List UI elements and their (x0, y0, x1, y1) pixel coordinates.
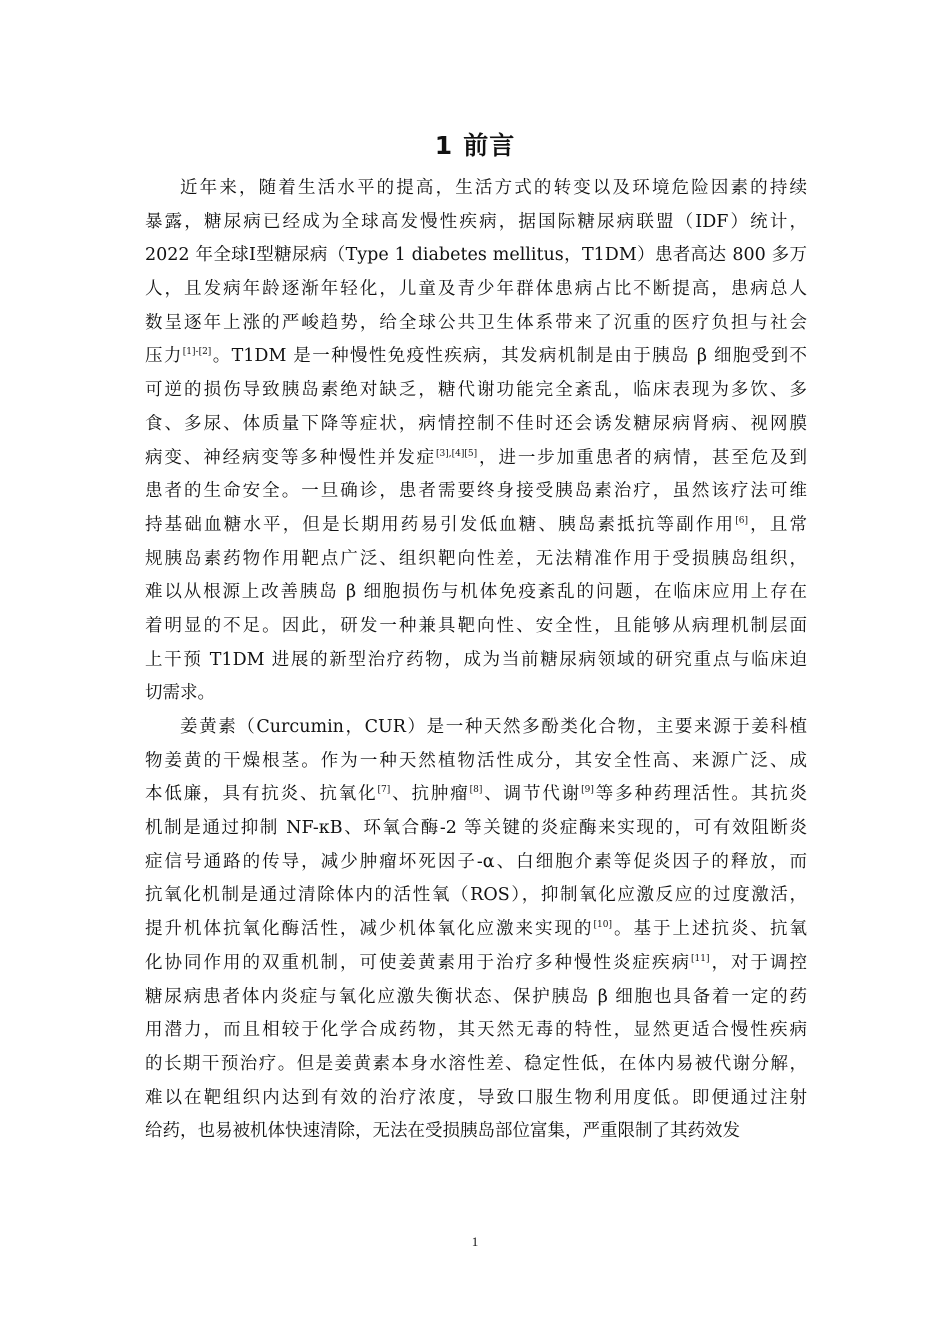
text-line (145, 273, 807, 307)
body-text (145, 172, 807, 1149)
text-run: 难以在靶组织内达到有效的治疗浓度，导致口服生物利用度低。即便通过注射 (145, 1087, 807, 1108)
text-line (145, 846, 807, 880)
citation-ref: [3],[4][5] (436, 448, 478, 459)
text-line (145, 475, 807, 509)
text-run: 规胰岛素药物作用靶点广泛、组织靶向性差，无法精准作用于受损胰岛组织， (145, 548, 807, 569)
text-line (145, 442, 807, 476)
text-line (145, 879, 807, 913)
text-line (145, 1115, 807, 1149)
text-run: 食、多尿、体质量下降等症状，病情控制不佳时还会诱发糖尿病肾病、视网膜 (145, 413, 807, 434)
text-line (145, 576, 807, 610)
text-line (145, 1014, 807, 1048)
text-run: 姜黄素（Curcumin，CUR）是一种天然多酚类化合物，主要来源于姜科植 (180, 717, 807, 737)
text-line (145, 206, 807, 240)
text-run: 人，且发病年龄逐渐年轻化，儿童及青少年群体患病占比不断提高，患病总人 (145, 279, 807, 300)
text-line (145, 1048, 807, 1082)
text-run: 糖尿病患者体内炎症与氧化应激失衡状态、保护胰岛 β 细胞也具备着一定的药 (145, 986, 807, 1007)
text-run: 数呈逐年上涨的严峻趋势，给全球公共卫生体系带来了沉重的医疗负担与社会 (145, 312, 807, 333)
text-line (145, 374, 807, 408)
text-run: 持基础血糖水平，但是长期用药易引发低血糖、胰岛素抵抗等副作用 (145, 514, 736, 535)
text-line (145, 677, 807, 711)
text-line (145, 745, 807, 779)
page-number: 1 (471, 1234, 479, 1249)
text-run: 患者的生命安全。一旦确诊，患者需要终身接受胰岛素治疗，虽然该疗法可维 (145, 481, 807, 502)
text-run: 用潜力，而且相较于化学合成药物，其天然无毒的特性，显然更适合慢性疾病 (145, 1020, 807, 1041)
text-run: 提升机体抗氧化酶活性，减少机体氧化应激来实现的 (145, 919, 594, 940)
section-title: 前言 (463, 131, 516, 160)
text-run: 。T1DM 是一种慢性免疫性疾病，其发病机制是由于胰岛 β 细胞受到不 (211, 346, 808, 367)
text-run: 难以从根源上改善胰岛 β 细胞损伤与机体免疫紊乱的问题，在临床应用上存在 (145, 582, 807, 603)
text-run: 近年来，随着生活水平的提高，生活方式的转变以及环境危险因素的持续 (180, 178, 807, 198)
text-run: 机制是通过抑制 NF-κB、环氧合酶-2 等关键的炎症酶来实现的，可有效阻断炎 (145, 818, 807, 839)
citation-ref: [9] (581, 785, 594, 796)
text-line (145, 408, 807, 442)
text-line (145, 610, 807, 644)
text-line (145, 543, 807, 577)
text-run: ，对于调控 (709, 952, 808, 973)
text-line (145, 509, 807, 543)
text-line (145, 947, 807, 981)
section-heading (0, 126, 950, 162)
text-run: 上干预 T1DM 进展的新型治疗药物，成为当前糖尿病领域的研究重点与临床迫 (145, 649, 807, 670)
citation-ref: [10] (593, 920, 612, 931)
text-run: 可逆的损伤导致胰岛素绝对缺乏，糖代谢功能完全紊乱，临床表现为多饮、多 (145, 380, 807, 401)
text-run: ，进一步加重患者的病情，甚至危及到 (477, 447, 808, 468)
text-run: 给药，也易被机体快速清除，无法在受损胰岛部位富集，严重限制了其药效发 (145, 1121, 740, 1142)
text-line (145, 1082, 807, 1116)
text-line (145, 711, 807, 745)
text-run: 症信号通路的传导，减少肿瘤坏死因子-α、白细胞介素等促炎因子的释放，而 (145, 851, 807, 872)
text-run: 抗氧化机制是通过清除体内的活性氧（ROS），抑制氧化应激反应的过度激活， (145, 885, 807, 906)
text-line (145, 981, 807, 1015)
text-run: ，且常 (747, 514, 808, 535)
citation-ref: [7] (377, 785, 391, 796)
citation-ref: [8] (469, 785, 483, 796)
text-line (145, 340, 807, 374)
text-run: 暴露，糖尿病已经成为全球高发慢性疾病，据国际糖尿病联盟（IDF）统计， (145, 211, 807, 232)
paragraph (145, 172, 807, 711)
text-run: 等多种药理活性。其抗炎 (593, 784, 807, 805)
citation-ref: [11] (691, 953, 710, 964)
text-run: 切需求。 (145, 683, 215, 704)
text-line (145, 172, 807, 206)
text-run: 着明显的不足。因此，研发一种兼具靶向性、安全性，且能够从病理机制层面 (145, 615, 807, 636)
text-line (145, 307, 807, 341)
citation-ref: [6] (735, 515, 748, 526)
section-number: 1 (434, 131, 454, 160)
text-run: 。基于上述抗炎、抗氧 (612, 919, 808, 940)
text-run: 物姜黄的干燥根茎。作为一种天然植物活性成分，其安全性高、来源广泛、成 (145, 750, 807, 771)
text-line (145, 239, 807, 273)
paragraph (145, 711, 807, 1149)
text-run: 病变、神经病变等多种慢性并发症 (145, 447, 437, 468)
text-line (145, 644, 807, 678)
text-run: 、调节代谢 (482, 784, 582, 805)
text-run: 的长期干预治疗。但是姜黄素本身水溶性差、稳定性低，在体内易被代谢分解， (145, 1053, 807, 1074)
text-run: 本低廉，具有抗炎、抗氧化 (145, 784, 378, 805)
text-line (145, 812, 807, 846)
text-run: 压力 (145, 346, 183, 367)
text-run: 化协同作用的双重机制，可使姜黄素用于治疗多种慢性炎症疾病 (145, 952, 692, 973)
text-run: 2022 年全球Ⅰ型糖尿病（Type 1 diabetes mellitus，T1DM）患者高达 800 多万 (145, 245, 807, 266)
text-run: 、抗肿瘤 (390, 784, 470, 805)
citation-ref: [1]-[2] (182, 347, 212, 358)
text-line (145, 913, 807, 947)
text-line (145, 778, 807, 812)
